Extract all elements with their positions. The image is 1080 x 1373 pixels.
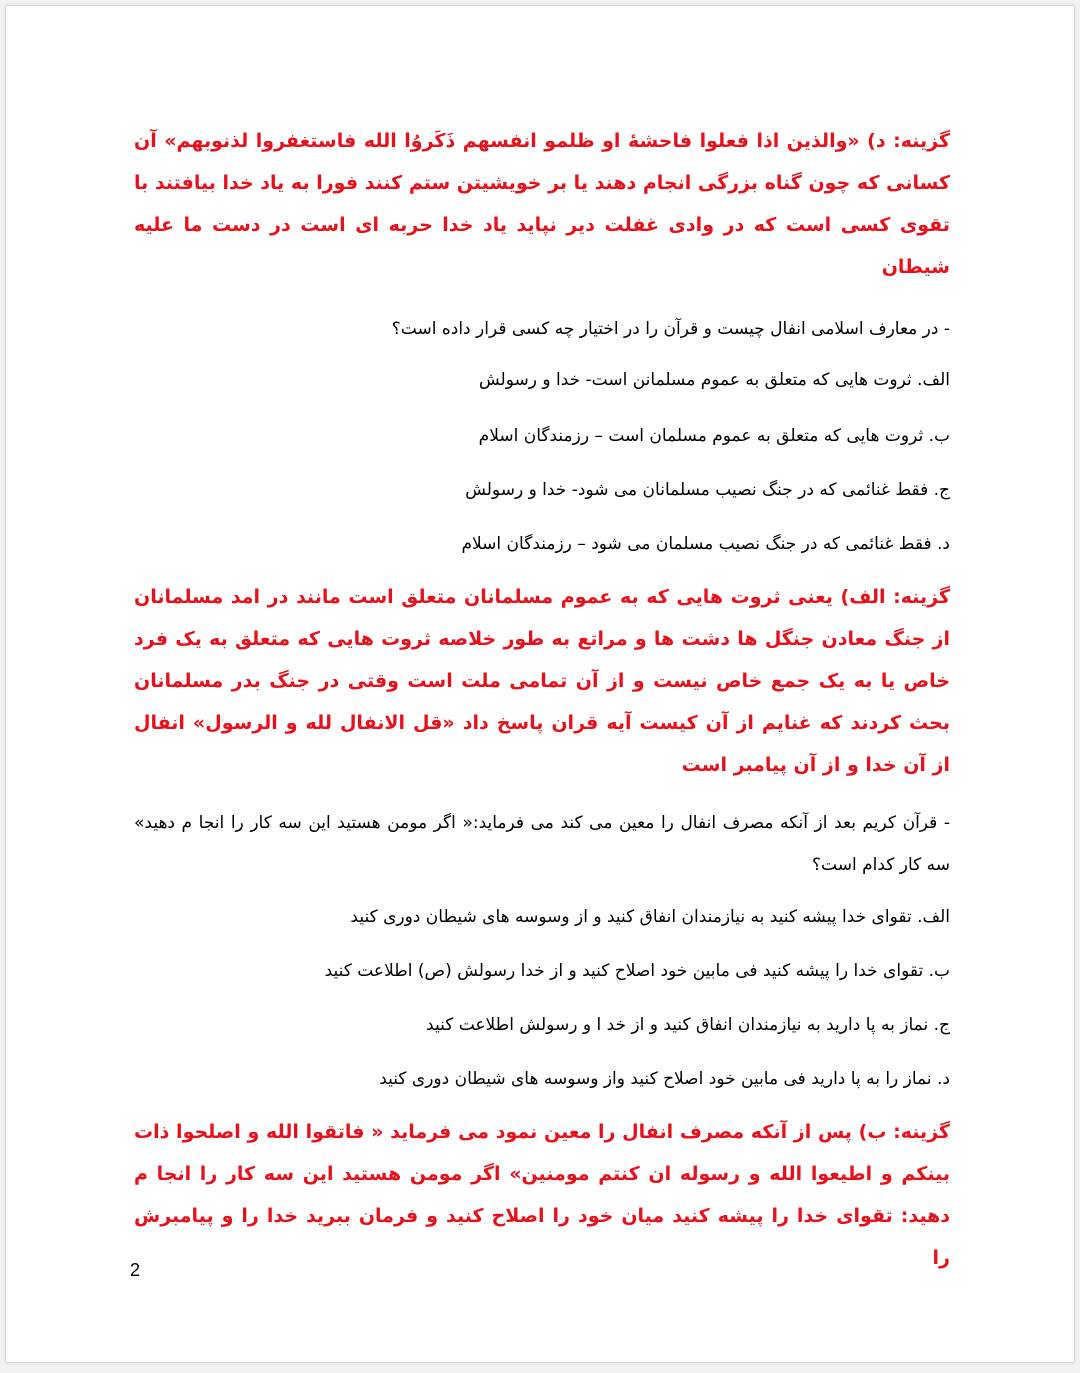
answer-block-1 — [134, 120, 950, 288]
q1-option-4 — [134, 530, 950, 558]
question-block-2 — [134, 802, 950, 886]
page-number: 2 — [130, 1260, 141, 1280]
option-text: ج. فقط غنائمی که در جنگ نصیب مسلمانان می شود- خدا و رسولش — [465, 480, 950, 500]
option-text: الف. تقوای خدا پیشه کنید به نیازمندان انفاق کنید و از وسوسه های شیطان دوری کنید — [350, 907, 950, 927]
question-block-1 — [134, 308, 950, 350]
answer-text-1: گزینه: د) «والذین اذا فعلوا فاحشهٔ او ظلمو انفسهم ذَکَروُا الله فاستغفروا لذنوبهم» آن کسانی که چون گناه بزرگی انجام دهند یا بر خویشیتن ستم کنند فورا به یاد خدا بیافتند با تقوی کسی است که در وادی غفلت دیر نپاید یاد خدا حربه ای است در دست ما علیه شیطان — [134, 130, 950, 278]
q1-option-1 — [134, 366, 950, 394]
option-text: د. فقط غنائمی که در جنگ نصیب مسلمان می شود – رزمندگان اسلام — [461, 534, 950, 554]
q1-option-2 — [134, 422, 950, 450]
option-text: د. نماز را به پا دارید فی مابین خود اصلاح کنید واز وسوسه های شیطان دوری کنید — [379, 1069, 950, 1089]
document-page — [6, 6, 1074, 1362]
q2-option-1 — [134, 903, 950, 931]
option-text: ب. ثروت هایی که متعلق به عموم مسلمان است – رزمندگان اسلام — [478, 426, 950, 446]
answer-text-3: گزینه: ب) پس از آنکه مصرف انفال را معین نمود می فرماید « فاتقوا الله و اصلحوا ذات بینکم و اطیعوا الله و رسوله ان کنتم مومنین» اگر مومن هستید این سه کار را انجا م دهید: تقوای خدا را پیشه کنید میان خود را اصلاح کنید و فرمان ببرید خدا را و پیامبرش را — [134, 1121, 950, 1269]
q2-option-4 — [134, 1065, 950, 1093]
q2-option-2 — [134, 957, 950, 985]
question-text-1: - در معارف اسلامی انفال چیست و قرآن را در اختیار چه کسی قرار داده است؟ — [391, 319, 950, 339]
option-text: ج. نماز به پا دارید به نیازمندان انفاق کنید و از خد ا و رسولش اطلاعت کنید — [426, 1015, 950, 1035]
q1-option-3 — [134, 476, 950, 504]
answer-text-2: گزینه: الف) یعنی ثروت هایی که به عموم مسلمانان متعلق است مانند در امد مسلمانان از جنگ معادن جنگل ها دشت ها و مراتع به طور خلاصه ثروت هایی که متعلق به یک فرد خاص یا به یک جمع خاص نیست و از آن تمامی ملت است وقتی در جنگ بدر مسلمانان بحث کردند که غنایم از آن کیست آیه قران پاسخ داد «قل الانفال لله و الرسول» انفال از آن خدا و از آن پیامبر است — [134, 586, 950, 776]
answer-block-3 — [134, 1111, 950, 1279]
option-text: الف. ثروت هایی که متعلق به عموم مسلمانن است- خدا و رسولش — [478, 370, 950, 390]
question-text-2: - قرآن کریم بعد از آنکه مصرف انفال را معین می کند می فرماید:« اگر مومن هستید این سه کار را انجا م دهید» سه کار کدام است؟ — [134, 813, 950, 875]
option-text: ب. تقوای خدا را پیشه کنید فی مابین خود اصلاح کنید و از خدا رسولش (ص) اطلاعت کنید — [324, 961, 950, 981]
q2-option-3 — [134, 1011, 950, 1039]
answer-block-2 — [134, 576, 950, 786]
